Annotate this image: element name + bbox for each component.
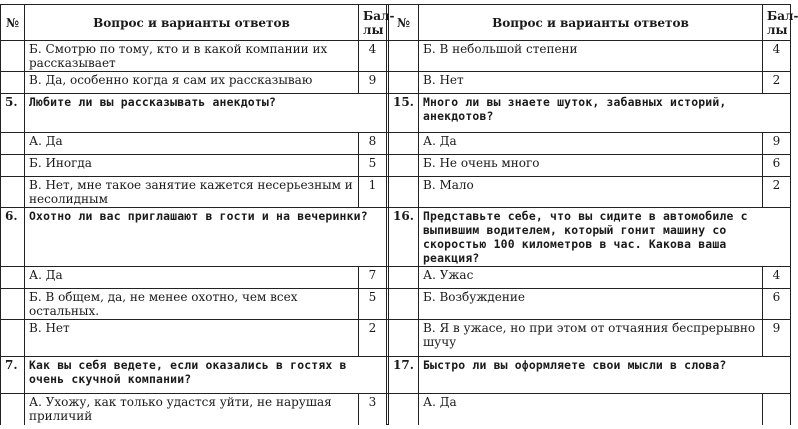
answer-points: 5	[359, 289, 387, 320]
question-text: Много ли вы знаете шуток, забавных историй, анекдотов?	[419, 94, 791, 133]
question-row	[1, 94, 791, 133]
question-row	[1, 357, 791, 394]
answer-points: 9	[359, 72, 387, 94]
answer-text: А. Ужас	[419, 267, 763, 289]
table-header-row	[1, 5, 791, 41]
answer-points: 7	[359, 267, 387, 289]
answer-text: В. Нет, мне такое занятие кажется несерьезным и несолидным	[25, 177, 359, 208]
answer-text: Б. В небольшой степени	[419, 41, 763, 72]
table-row	[1, 155, 791, 177]
question-text: Как вы себя ведете, если оказались в гостях в очень скучной компании?	[25, 357, 387, 394]
answer-points: 1	[359, 177, 387, 208]
table-row	[1, 289, 791, 320]
header-num-right: №	[389, 5, 419, 41]
answer-text: В. Да, особенно когда я сам их рассказываю	[25, 72, 359, 94]
header-num-left: №	[1, 5, 25, 41]
answer-text: Б. Не очень много	[419, 155, 763, 177]
answer-points: 6	[763, 289, 791, 320]
answer-text: В. Мало	[419, 177, 763, 208]
question-text: Охотно ли вас приглашают в гости и на вечеринки?	[25, 208, 387, 267]
answer-text: В. Я в ужасе, но при этом от отчаяния беспрерывно шучу	[419, 320, 763, 357]
answer-points: 8	[359, 133, 387, 155]
question-text: Представьте себе, что вы сидите в автомобиле с выпившим водителем, который гонит машину со скоростью 100 километров в час. Какова ваша реакция?	[419, 208, 791, 267]
header-question-left: Вопрос и варианты ответов	[25, 5, 359, 41]
table-row	[1, 177, 791, 208]
question-number: 15.	[389, 94, 419, 133]
answer-text: А. Да	[25, 133, 359, 155]
table-row	[1, 267, 791, 289]
question-text: Любите ли вы рассказывать анекдоты?	[25, 94, 387, 133]
answer-text: Б. Иногда	[25, 155, 359, 177]
header-points-right: Бал- лы	[763, 5, 791, 41]
answer-points: 2	[763, 177, 791, 208]
answer-points: 6	[763, 155, 791, 177]
answer-text: Б. Возбуждение	[419, 289, 763, 320]
answer-points: 2	[763, 72, 791, 94]
answer-points: 9	[763, 320, 791, 357]
answer-text: Б. В общем, да, не менее охотно, чем всех остальных.	[25, 289, 359, 320]
answer-text: А. Да	[25, 267, 359, 289]
table-row	[1, 41, 791, 72]
answer-points: 4	[359, 41, 387, 72]
answer-text: Б. Смотрю по тому, кто и в какой компании их рассказывает	[25, 41, 359, 72]
answer-points: 5	[359, 155, 387, 177]
question-number: 6.	[1, 208, 25, 267]
answer-points: 3	[359, 394, 387, 425]
table-row	[1, 320, 791, 357]
answer-points: 2	[359, 320, 387, 357]
answer-text: А. Ухожу, как только удастся уйти, не нарушая приличий	[25, 394, 359, 425]
answer-text: А. Да	[419, 394, 763, 425]
question-number: 16.	[389, 208, 419, 267]
questionnaire-table	[0, 4, 798, 425]
question-number: 5.	[1, 94, 25, 133]
answer-points: 4	[763, 267, 791, 289]
table-row	[1, 72, 791, 94]
question-text: Быстро ли вы оформляете свои мысли в слова?	[419, 357, 791, 394]
answer-text: В. Нет	[25, 320, 359, 357]
question-number: 7.	[1, 357, 25, 394]
header-question-right: Вопрос и варианты ответов	[419, 5, 763, 41]
table-row	[1, 394, 791, 425]
answer-points: 4	[763, 41, 791, 72]
answer-points: 9	[763, 133, 791, 155]
header-points-left: Бал- лы	[359, 5, 387, 41]
question-row	[1, 208, 791, 267]
table-row	[1, 133, 791, 155]
answer-text: В. Нет	[419, 72, 763, 94]
question-number: 17.	[389, 357, 419, 394]
answer-points	[763, 394, 791, 425]
answer-text: А. Да	[419, 133, 763, 155]
